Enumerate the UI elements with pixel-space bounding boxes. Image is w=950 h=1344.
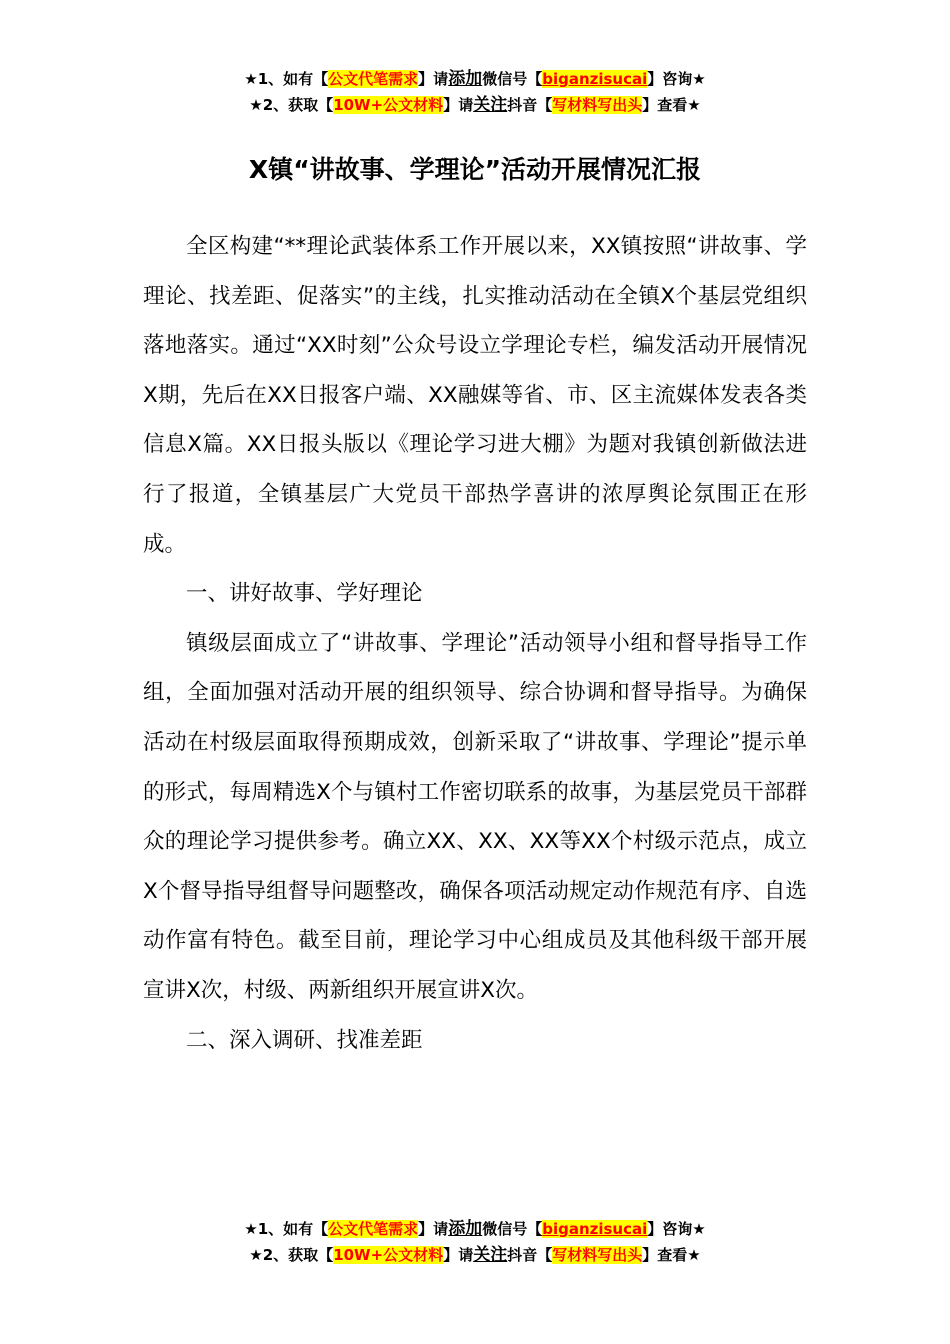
banner-text: 抖音【: [507, 1246, 553, 1264]
banner-text: ★2、获取【: [249, 96, 334, 114]
banner-highlight: 10W+公文材料: [333, 1246, 444, 1264]
banner-text: 】查看★: [642, 1246, 701, 1264]
banner-text: 】请: [418, 70, 449, 88]
banner-highlight: 公文代笔需求: [328, 1220, 419, 1238]
section-heading-2: 二、深入调研、找准差距: [186, 1027, 423, 1053]
wechat-id-link[interactable]: biganzisucai: [542, 70, 648, 88]
banner-text: ★1、如有【: [244, 70, 329, 88]
banner-emphasis: 关注: [473, 1245, 508, 1265]
banner-text: ★1、如有【: [244, 1220, 329, 1238]
banner-line-2: [0, 92, 950, 118]
intro-paragraph: 全区构建“**理论武装体系工作开展以来，XX镇按照“讲故事、学理论、找差距、促落实”的主线，扎实推动活动在全镇X个基层党组织落地落实。通过“XX时刻”公众号设立学理论专栏，编发活动开展情况X期，先后在XX日报客户端、XX融媒等省、市、区主流媒体发表各类信息X篇。XX日报头版以《理论学习进大棚》为题对我镇创新做法进行了报道，全镇基层广大党员干部热学喜讲的浓厚舆论氛围正在形成。: [143, 234, 807, 557]
header-banner: [0, 66, 950, 118]
banner-highlight: 写材料写出头: [552, 96, 643, 114]
banner-line-1: [0, 1216, 950, 1242]
footer-banner: [0, 1216, 950, 1268]
banner-text: 】请: [418, 1220, 449, 1238]
banner-text: 】请: [443, 1246, 474, 1264]
wechat-id-link[interactable]: biganzisucai: [542, 1220, 648, 1238]
document-body: [143, 222, 807, 1065]
banner-emphasis: 添加: [448, 69, 483, 89]
banner-text: 】咨询★: [647, 70, 706, 88]
banner-text: 抖音【: [507, 96, 553, 114]
banner-line-2: [0, 1242, 950, 1268]
banner-highlight: 10W+公文材料: [333, 96, 444, 114]
document-title: X镇“讲故事、学理论”活动开展情况汇报: [248, 155, 702, 184]
banner-text: 】请: [443, 96, 474, 114]
banner-text: ★2、获取【: [249, 1246, 334, 1264]
banner-emphasis: 添加: [448, 1219, 483, 1239]
banner-line-1: [0, 66, 950, 92]
banner-text: 微信号【: [482, 1220, 543, 1238]
section-heading-1: 一、讲好故事、学好理论: [186, 581, 423, 607]
banner-text: 】咨询★: [647, 1220, 706, 1238]
body-paragraph: 镇级层面成立了“讲故事、学理论”活动领导小组和督导指导工作组，全面加强对活动开展的组织领导、综合协调和督导指导。为确保活动在村级层面取得预期成效，创新采取了“讲故事、学理论”提示单的形式，每周精选X个与镇村工作密切联系的故事，为基层党员干部群众的理论学习提供参考。确立XX、XX、XX等XX个村级示范点，成立X个督导指导组督导问题整改，确保各项活动规定动作规范有序、自选动作富有特色。截至目前，理论学习中心组成员及其他科级干部开展宣讲X次，村级、两新组织开展宣讲X次。: [143, 630, 807, 1003]
banner-highlight: 公文代笔需求: [328, 70, 419, 88]
banner-highlight: 写材料写出头: [552, 1246, 643, 1264]
banner-emphasis: 关注: [473, 95, 508, 115]
banner-text: 】查看★: [642, 96, 701, 114]
banner-text: 微信号【: [482, 70, 543, 88]
